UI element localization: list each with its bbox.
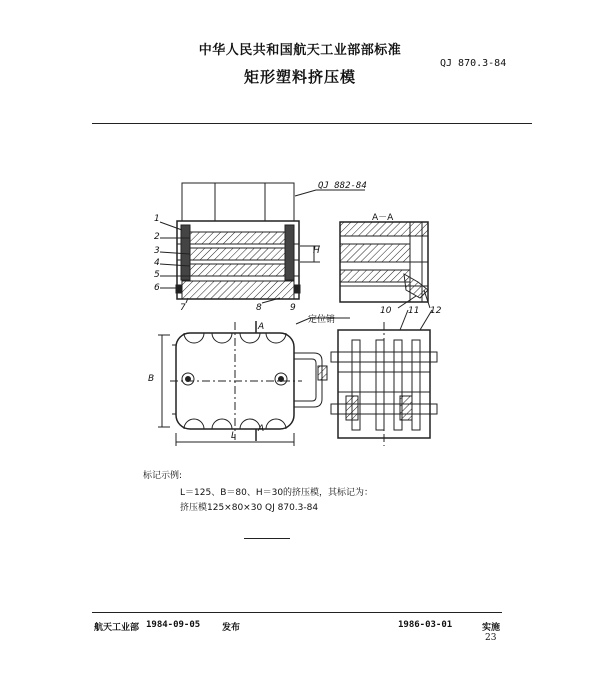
- page-number: 23: [485, 633, 497, 643]
- section-a-a-view: [340, 222, 430, 308]
- part-number: 2: [154, 232, 160, 242]
- section-label: A－A: [372, 213, 394, 223]
- marking-example-heading: 标记示例:: [143, 471, 183, 481]
- standard-number: QJ 870.3-84: [440, 58, 507, 69]
- ministry-standard-heading: 中华人民共和国航天工业部部标准: [198, 43, 402, 58]
- issue-word: 发布: [222, 623, 241, 633]
- issuer: 航天工业部: [94, 623, 140, 633]
- ref-standard-label: QJ 882-84: [318, 181, 367, 191]
- part-number: 3: [154, 246, 160, 256]
- cut-label-bottom: A: [258, 424, 265, 434]
- part-number: 8: [256, 303, 262, 313]
- part-number: 1: [154, 214, 160, 224]
- dim-l-label: L: [231, 431, 237, 441]
- part-number: 5: [154, 270, 160, 280]
- implementation-date: 1986-03-01: [398, 620, 453, 630]
- part-number: 11: [408, 306, 420, 316]
- part-number: 7: [180, 303, 186, 313]
- implementation-word: 实施: [482, 623, 501, 633]
- issue-date: 1984-09-05: [146, 620, 201, 630]
- dim-h-label: H: [313, 246, 320, 256]
- part-number: 12: [430, 306, 442, 316]
- positioning-pin-callout: 定位销: [308, 315, 336, 325]
- marking-example-line2: 挤压模125×80×30 QJ 870.3-84: [180, 503, 319, 513]
- marking-example-line1: L＝125、B＝80、H＝30的挤压模，其标记为：: [180, 488, 374, 498]
- notes-end-rule: [244, 538, 290, 539]
- side-view: [331, 310, 437, 446]
- part-number: 9: [290, 303, 296, 313]
- part-number: 6: [154, 283, 160, 293]
- plan-view: [158, 318, 350, 446]
- page-title: 矩形塑料挤压模: [243, 68, 356, 86]
- part-number: 10: [380, 306, 392, 316]
- dim-b-label: B: [148, 374, 155, 384]
- footer-divider: [92, 612, 502, 613]
- cut-label-top: A: [258, 322, 265, 332]
- front-view: [176, 183, 365, 299]
- part-number: 4: [154, 258, 160, 268]
